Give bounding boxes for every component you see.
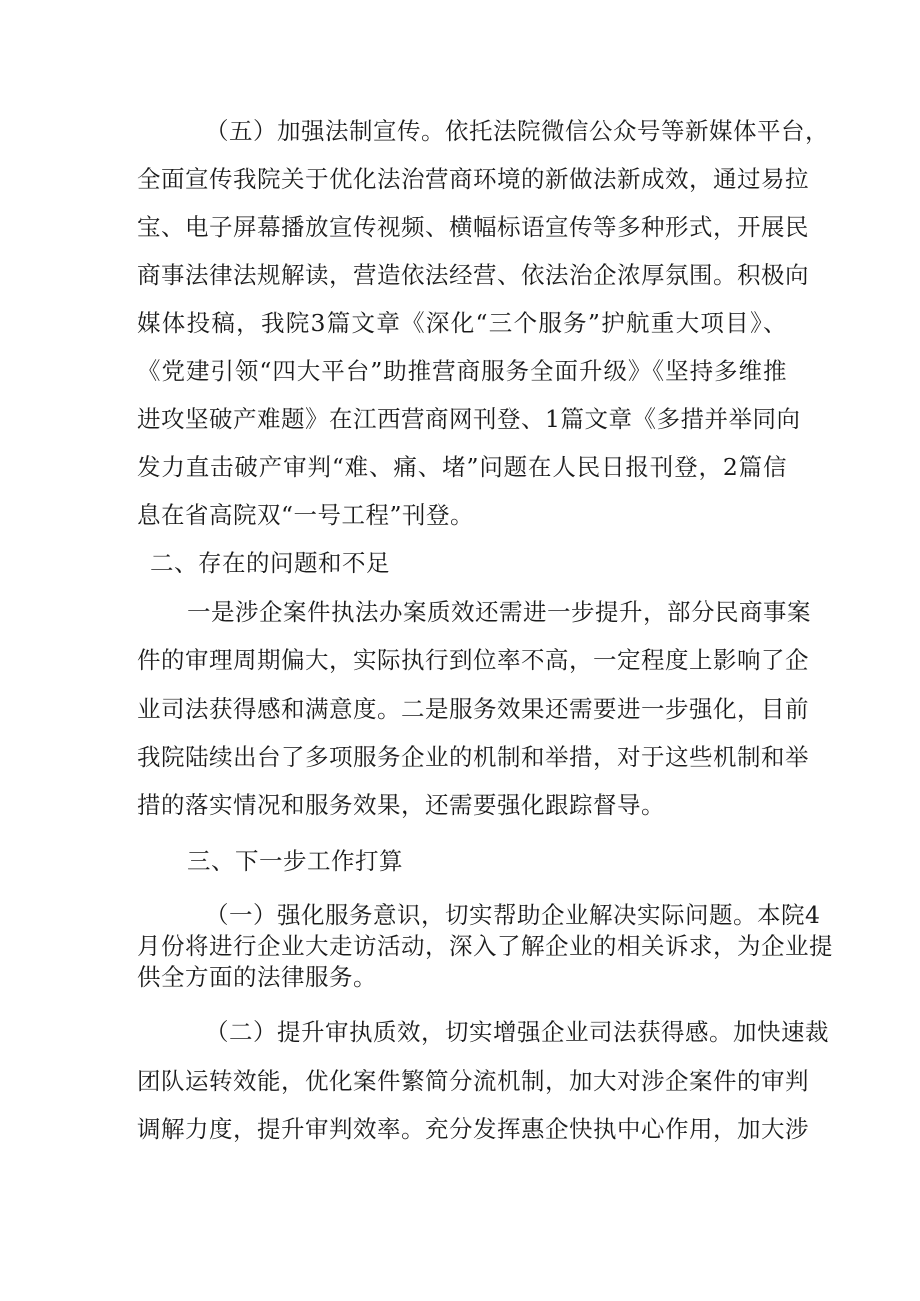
section-3-heading: 三、下一步工作打算 [187,847,403,875]
para-5-line-4: 商事法律法规解读，营造依法经营、依法治企浓厚氛围。积极向 [137,261,809,289]
item-1-line-1: （一）强化服务意识，切实帮助企业解决实际问题。本院4 [205,901,821,929]
section-2-line-2: 件的审理周期偏大，实际执行到位率不高，一定程度上影响了企 [137,646,809,674]
para-5-line-6: 《党建引领“四大平台”助推营商服务全面升级》《坚持多维推 [137,357,787,385]
section-2-line-1: 一是涉企案件执法办案质效还需进一步提升，部分民商事案 [187,598,811,626]
section-2-line-3: 业司法获得感和满意度。二是服务效果还需要进一步强化，目前 [137,695,809,723]
para-5-line-3: 宝、电子屏幕播放宣传视频、横幅标语宣传等多种形式，开展民 [137,213,809,241]
item-2-line-3: 调解力度，提升审判效率。充分发挥惠企快执中心作用，加大涉 [137,1115,809,1143]
section-2-line-4: 我院陆续出台了多项服务企业的机制和举措，对于这些机制和举 [137,743,809,771]
item-2-line-2: 团队运转效能，优化案件繁简分流机制，加大对涉企案件的审判 [137,1067,809,1095]
item-1-line-2: 月份将进行企业大走访活动，深入了解企业的相关诉求，为企业提 [137,932,833,960]
item-2-line-1: （二）提升审执质效，切实增强企业司法获得感。加快速裁 [205,1018,829,1046]
section-2-heading: 二、存在的问题和不足 [150,549,390,577]
para-5-line-1: （五）加强法制宣传。依托法院微信公众号等新媒体平台， [205,117,829,145]
para-5-line-9: 息在省高院双“一号工程”刊登。 [137,501,475,529]
para-5-line-5: 媒体投稿，我院3篇文章《深化“三个服务”护航重大项目》、 [137,309,787,337]
para-5-line-8: 发力直击破产审判“难、痛、堵”问题在人民日报刊登，2篇信 [137,453,787,481]
item-1-line-3: 供全方面的法律服务。 [137,963,377,991]
section-2-line-5: 措的落实情况和服务效果，还需要强化跟踪督导。 [137,791,665,819]
para-5-line-7: 进攻坚破产难题》在江西营商网刊登、1篇文章《多措并举同向 [137,405,801,433]
para-5-line-2: 全面宣传我院关于优化法治营商环境的新做法新成效，通过易拉 [137,165,809,193]
